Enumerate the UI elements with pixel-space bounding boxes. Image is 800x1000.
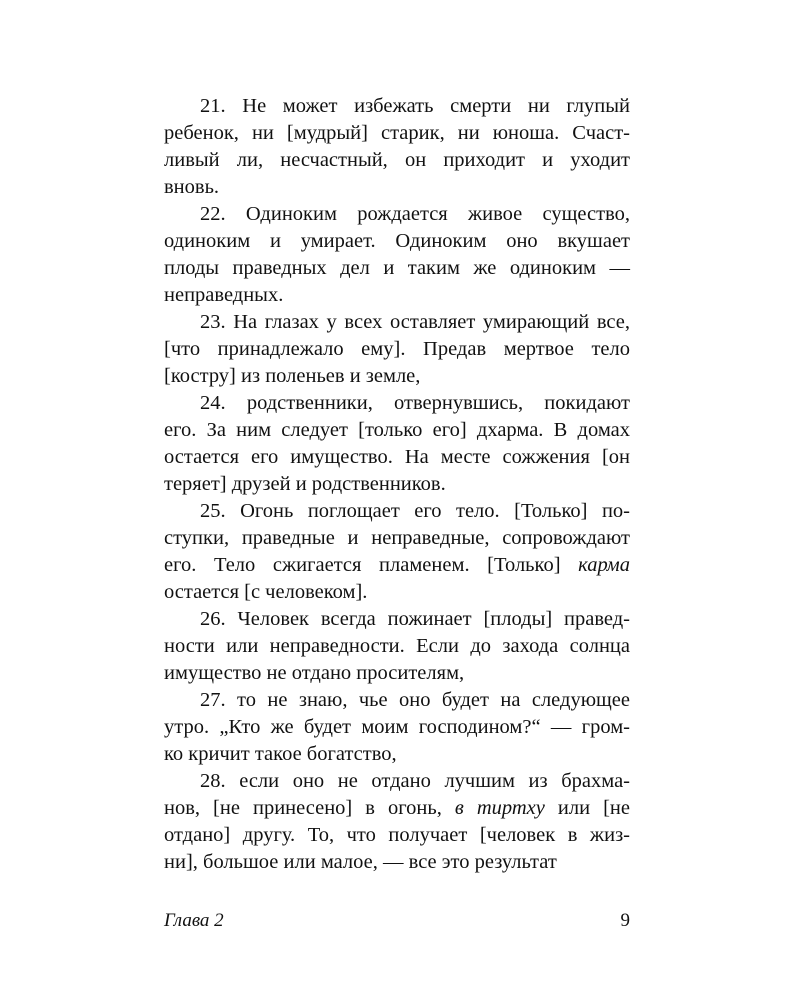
verse-22-line: неправедных. [164,284,284,306]
verse-25-line: его. Тело сжигается пламенем. [Только] карма [164,554,630,576]
italic-term: в тиртху [454,797,545,819]
verse-25-line: 25. Огонь поглощает его тело. [Только] по- [200,500,630,522]
verse-26-line: 26. Человек всегда пожинает [плоды] правед- [200,608,630,630]
verse-24-line: теряет] друзей и родственников. [164,473,446,495]
verse-27-line: 27. то не знаю, чье оно будет на следующее [200,689,630,711]
verse-22-line: 22. Одиноким рождается живое существо, [200,203,630,225]
verse-22-line: плоды праведных дел и таким же одиноким — [164,257,630,279]
verse-21-line: ребенок, ни [мудрый] старик, ни юноша. Счаст- [164,122,630,144]
verse-21-line: вновь. [164,176,220,198]
verse-27-line: ко кричит такое богатство, [164,743,397,765]
verse-25-line: остается [с человеком]. [164,581,368,603]
verse-21-line: ливый ли, несчастный, он приходит и уходит [164,149,630,171]
verse-28-line: отдано] другу. То, что получает [человек в жиз- [164,824,630,846]
verse-24-line: 24. родственники, отвернувшись, покидают [200,392,630,414]
verse-24-line: его. За ним следует [только его] дхарма. В домах [164,419,630,441]
italic-term: карма [578,554,630,576]
verse-23-line: [что принадлежало ему]. Предав мертвое тело [164,338,630,360]
verse-28-line: ни], большое или малое, — все это результат [164,851,557,873]
verse-28-line: 28. если оно не отдано лучшим из брахма- [200,770,630,792]
verse-27-line: утро. „Кто же будет моим господином?“ — гром- [164,716,630,738]
verse-23-line: 23. На глазах у всех оставляет умирающий все, [200,311,630,333]
verse-21-line: 21. Не может избежать смерти ни глупый [200,95,630,117]
verse-23-line: [костру] из поленьев и земле, [164,365,421,387]
verse-22-line: одиноким и умирает. Одиноким оно вкушает [164,230,630,252]
verse-24-line: остается его имущество. На месте сожжения [он [164,446,630,468]
page-number: 9 [620,910,630,931]
verse-28-line: нов, [не принесено] в огонь, в тиртху или [не [164,797,630,819]
verse-25-line: ступки, праведные и неправедные, сопровождают [164,527,630,549]
verse-26-line: имущество не отдано просителям, [164,662,465,684]
running-footer-chapter: Глава 2 [164,910,224,931]
verse-26-line: ности или неправедности. Если до захода солнца [164,635,630,657]
